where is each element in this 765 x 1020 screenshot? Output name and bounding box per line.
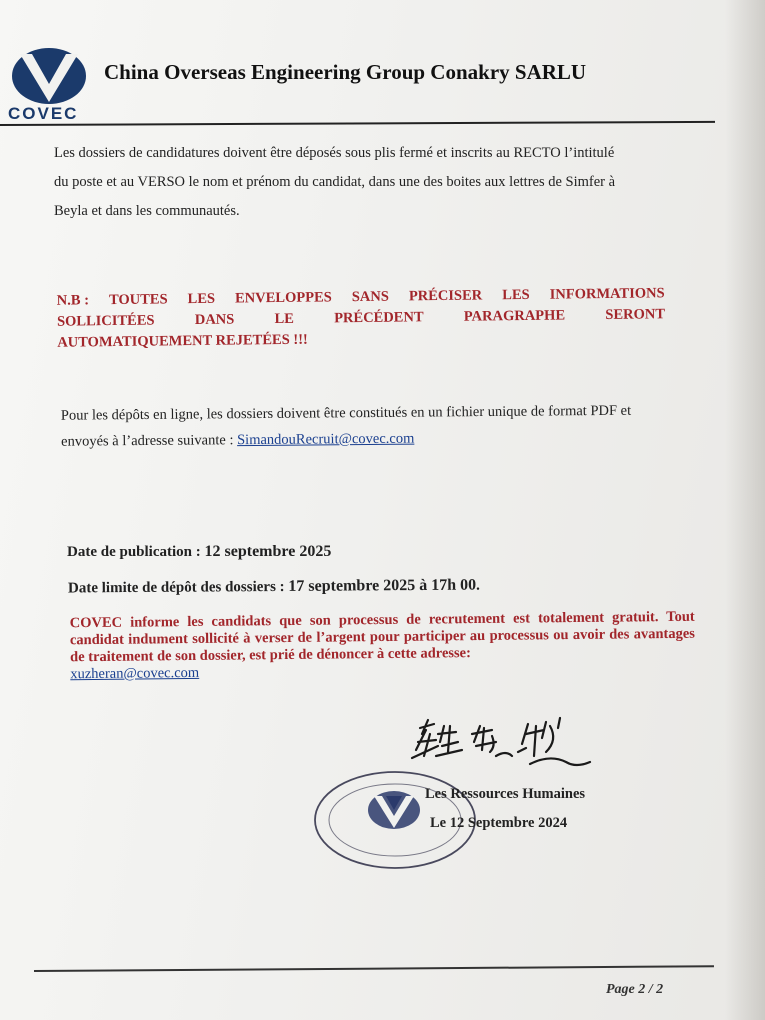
deadline-label: Date limite de dépôt des dossiers : [67, 578, 289, 597]
paragraph-line: Beyla et dans les communautés. [54, 203, 240, 219]
paragraph-line: du poste et au VERSO le nom et prénom du candidat, dans une des boites aux lettres de Simfer à [54, 174, 616, 190]
online-line-1: Pour les dépôts en ligne, les dossiers doivent être constitués en un fichier unique de format PDF et [60, 402, 632, 424]
page-number: Page 2 / 2 [606, 982, 664, 997]
nb-line-1: N.B : TOUTES LES ENVELOPPES SANS PRÉCISER LES INFORMATIONS [56, 285, 665, 309]
submission-paragraph [54, 139, 694, 226]
recruit-email-link[interactable]: SimandouRecruit@covec.com [237, 430, 415, 449]
deadline: Date limite de dépôt des dossiers : 17 septembre 2025 à 17h 00. [67, 576, 480, 597]
online-line-2: envoyés à l’adresse suivante : SimandouRecruit@covec.com [61, 430, 415, 450]
publication-value: 12 septembre 2025 [204, 543, 332, 560]
nb-notice [57, 283, 666, 353]
publication-label: Date de publication : [67, 544, 205, 560]
hr-department: Les Ressources Humaines [425, 786, 586, 802]
online-submission-paragraph [61, 397, 681, 454]
company-name: China Overseas Engineering Group Conakry SARLU [104, 60, 587, 84]
paragraph-line: Les dossiers de candidatures doivent être déposés sous plis fermé et inscrits au RECTO l’intitulé [54, 145, 615, 161]
signature-date: Le 12 Septembre 2024 [430, 815, 568, 831]
publication-date [67, 543, 331, 561]
warning-email-link[interactable]: xuzheran@covec.com [70, 664, 200, 683]
fraud-warning [70, 609, 696, 684]
footer-divider [34, 965, 714, 971]
nb-line-3: AUTOMATIQUEMENT REJETÉES !!! [57, 331, 308, 351]
header-divider [0, 121, 715, 126]
nb-line-2: SOLLICITÉES DANS LE PRÉCÉDENT PARAGRAPHE SERONT [56, 306, 666, 330]
deadline-value: 17 septembre 2025 à 17h 00 [288, 576, 477, 595]
logo-text: COVEC [8, 104, 79, 123]
warning-text: COVEC informe les candidats que son processus de recrutement est totalement gratuit. Tout candidat indument sollicité à verser de l’argent pour participer au processus ou avoir des avantages de traitement de son dossier, est prié de dénoncer à cette adresse: [69, 608, 695, 666]
